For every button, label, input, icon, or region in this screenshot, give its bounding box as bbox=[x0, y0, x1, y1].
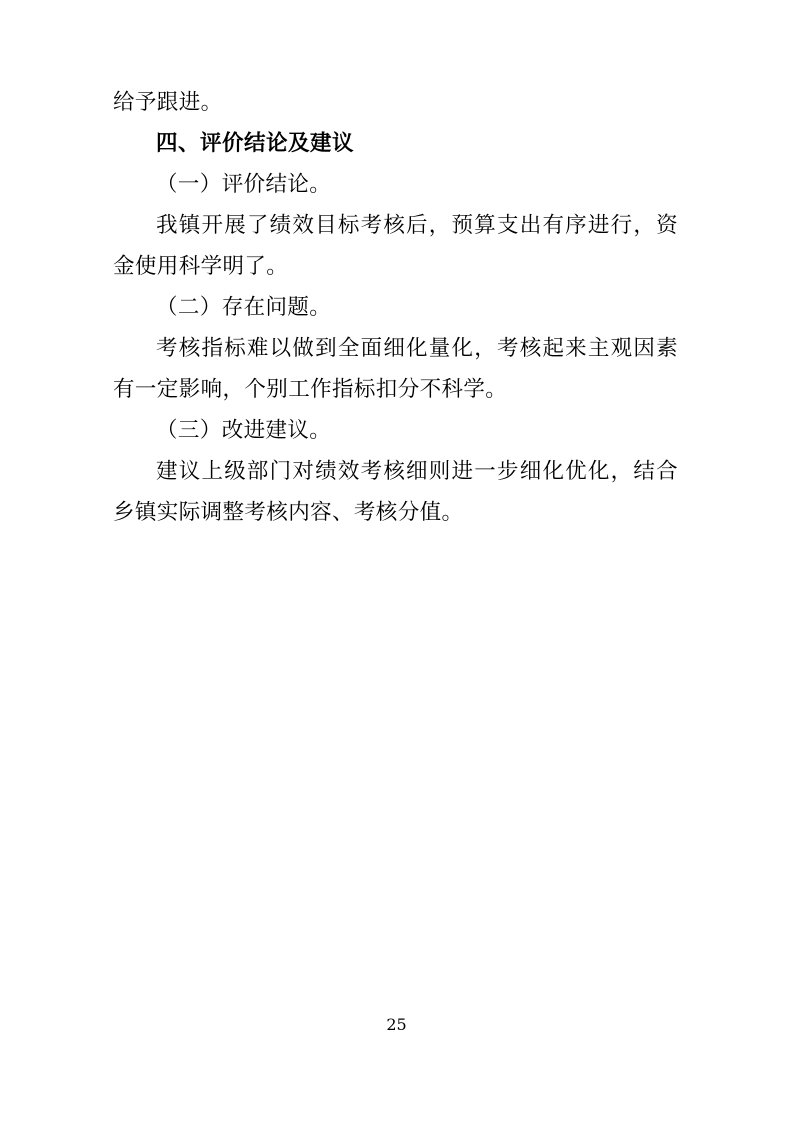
section-heading-four: 四、评价结论及建议 bbox=[156, 131, 355, 156]
page-number: 25 bbox=[386, 1015, 407, 1034]
paragraph-improvement-suggestions: 建议上级部门对绩效考核细则进一步细化优化，结合乡镇实际调整考核内容、考核分值。 bbox=[113, 459, 678, 525]
subsection-heading-three: （三）改进建议。 bbox=[156, 418, 332, 443]
subsection-heading-one: （一）评价结论。 bbox=[156, 172, 332, 197]
subsection-heading-two: （二）存在问题。 bbox=[156, 295, 332, 320]
paragraph-evaluation-conclusion: 我镇开展了绩效目标考核后，预算支出有序进行，资金使用科学明了。 bbox=[113, 213, 678, 279]
paragraph-existing-problems: 考核指标难以做到全面细化量化，考核起来主观因素有一定影响，个别工作指标扣分不科学。 bbox=[113, 336, 678, 402]
page-body bbox=[113, 82, 678, 533]
paragraph-continuation: 给予跟进。 bbox=[113, 90, 223, 115]
